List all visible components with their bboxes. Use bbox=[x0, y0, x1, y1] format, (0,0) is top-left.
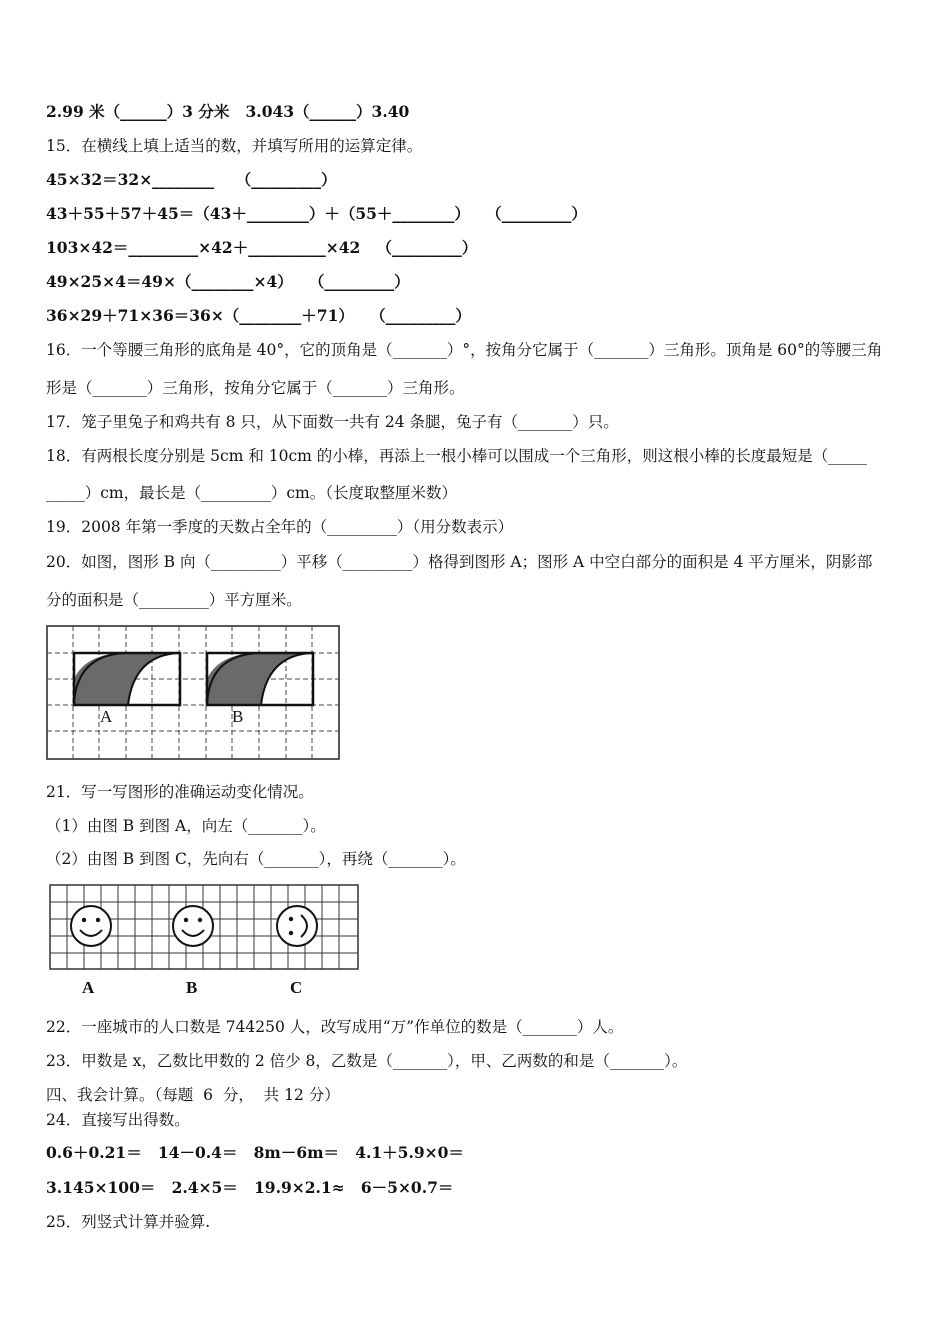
question-15: 15．在横线上填上适当的数，并填写所用的运算定律。 bbox=[46, 137, 423, 155]
question-17: 17．笼子里兔子和鸡共有 8 只，从下面数一共有 24 条腿，兔子有（_______）只。 bbox=[46, 413, 619, 431]
question-21: 21．写一写图形的准确运动变化情况。 bbox=[46, 783, 314, 801]
question-23: 23．甲数是 x，乙数比甲数的 2 倍少 8，乙数是（_______），甲、乙两数的和是（_______）。 bbox=[46, 1052, 688, 1070]
smiley-b bbox=[173, 906, 213, 946]
question-15-a: 45×32＝32×________ （_________） bbox=[46, 170, 337, 189]
question-16-line2: 形是（_______）三角形，按角分它属于（_______）三角形。 bbox=[46, 379, 465, 397]
question-15-d: 49×25×4＝49×（________×4） （_________） bbox=[46, 272, 410, 291]
smiley-c bbox=[277, 906, 317, 946]
question-15-b: 43＋55＋57＋45＝（43＋________）＋（55＋________） （_________） bbox=[46, 204, 587, 223]
figure-21-label-c: C bbox=[290, 978, 303, 997]
figure-21-label-a: A bbox=[82, 978, 95, 997]
figure-20-translation-grid bbox=[46, 625, 342, 762]
question-18-line1: 18．有两根长度分别是 5cm 和 10cm 的小棒，再添上一根小棒可以围成一个三角形，则这根小棒的长度最短是（_____ bbox=[46, 447, 868, 465]
figure-21-smiley-grid bbox=[46, 882, 362, 974]
question-24-row1: 0.6＋0.21＝ 14－0.4＝ 8m－6m＝ 4.1＋5.9×0＝ bbox=[46, 1143, 464, 1162]
question-19: 19．2008 年第一季度的天数占全年的（_________）（用分数表示） bbox=[46, 518, 514, 536]
question-24: 24．直接写出得数。 bbox=[46, 1111, 190, 1129]
figure-20-label-b: B bbox=[232, 707, 244, 726]
question-21-part1: （1）由图 B 到图 A，向左（_______）。 bbox=[46, 817, 326, 835]
smiley-a bbox=[71, 906, 111, 946]
question-15-e: 36×29＋71×36＝36×（________＋71） （_________） bbox=[46, 306, 471, 325]
question-16-line1: 16．一个等腰三角形的底角是 40°，它的顶角是（_______）°，按角分它属于（_______）三角形。顶角是 60°的等腰三角 bbox=[46, 341, 883, 359]
question-25: 25．列竖式计算并验算. bbox=[46, 1213, 211, 1231]
fill-blank-compare: 2.99 米（______）3 分米 3.043（______）3.40 bbox=[46, 102, 410, 121]
question-20-line1: 20．如图，图形 B 向（_________）平移（_________）格得到图形 A；图形 A 中空白部分的面积是 4 平方厘米，阴影部 bbox=[46, 553, 873, 571]
question-24-row2: 3.145×100＝ 2.4×5＝ 19.9×2.1≈ 6－5×0.7＝ bbox=[46, 1178, 454, 1197]
figure-20-label-a: A bbox=[100, 707, 113, 726]
question-20-line2: 分的面积是（_________）平方厘米。 bbox=[46, 591, 302, 609]
section-4-heading: 四、我会计算。（每题 6 分， 共 12 分） bbox=[46, 1086, 340, 1104]
question-15-c: 103×42＝_________×42＋__________×42 （_________） bbox=[46, 238, 478, 257]
question-21-part2: （2）由图 B 到图 C，先向右（_______），再绕（_______）。 bbox=[46, 850, 466, 868]
question-22: 22．一座城市的人口数是 744250 人，改写成用“万”作单位的数是（_______）人。 bbox=[46, 1018, 624, 1036]
shape-a bbox=[74, 653, 180, 705]
figure-21-label-b: B bbox=[186, 978, 198, 997]
question-18-line2: _____）cm，最长是（_________）cm。（长度取整厘米数） bbox=[46, 484, 458, 502]
